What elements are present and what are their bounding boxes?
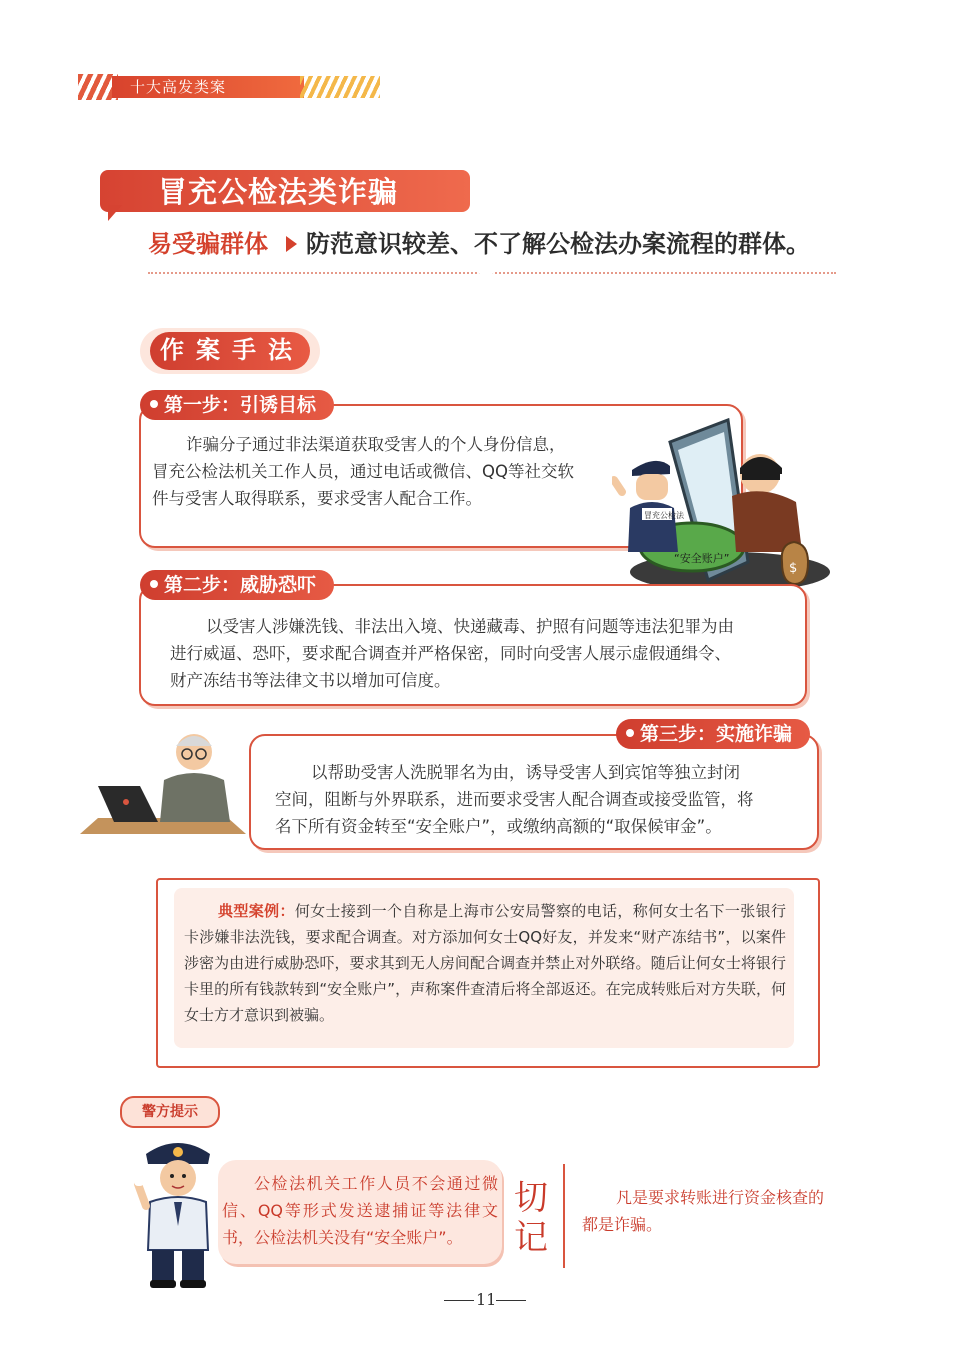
vulnerable-group-text: 防范意识较差、不了解公检法办案流程的群体。 xyxy=(306,230,810,258)
svg-text:“安全账户”: “安全账户” xyxy=(674,552,730,565)
tips-text-content: 公检法机关工作人员不会通过微信、QQ等形式发送逮捕证等法律文书，公检法机关没有“安全账户”。 xyxy=(222,1174,498,1247)
step-2-line: 以受害人涉嫌洗钱、非法出入境、快递藏毒、护照有问题等违法犯罪为由 xyxy=(206,617,734,636)
remember-text-content: 凡是要求转账进行资金核查的都是诈骗。 xyxy=(582,1188,825,1234)
vulnerable-group-label: 易受骗群体 xyxy=(148,230,268,258)
svg-text:冒充公检法: 冒充公检法 xyxy=(644,511,684,520)
step-3-tag: 第三步：实施诈骗 xyxy=(616,719,810,749)
page-title: 冒充公检法类诈骗 xyxy=(158,175,399,209)
fake-police-figure xyxy=(614,461,685,552)
header-tail-decoration xyxy=(300,76,380,98)
step-1-line: 冒充公检法机关工作人员，通过电话或微信、QQ等社交软 xyxy=(152,462,574,481)
step-2-line: 进行威逼、恐吓，要求配合调查并严格保密，同时向受害人展示虚假通缉令、 xyxy=(170,644,731,663)
step-3-line: 以帮助受害人洗脱罪名为由，诱导受害人到宾馆等独立封闭 xyxy=(311,763,740,782)
step-1-text xyxy=(152,431,622,512)
case-label: 典型案例： xyxy=(218,902,295,920)
remember-divider xyxy=(563,1164,565,1268)
elderly-man-laptop-illustration xyxy=(78,722,253,842)
methods-heading: 作案手法 xyxy=(160,336,304,364)
police-tips-tag: 警方提示 xyxy=(120,1096,220,1128)
step-2-tag: 第二步：威胁恐吓 xyxy=(140,570,334,600)
case-paragraph xyxy=(184,898,786,1028)
divider-notch xyxy=(478,272,494,282)
step-1-tag: 第一步：引诱目标 xyxy=(140,390,334,420)
dollar-bag-icon xyxy=(782,542,808,584)
police-officer-illustration xyxy=(132,1132,222,1292)
title-bubble-tail xyxy=(108,205,122,221)
laptop-icon xyxy=(98,786,158,822)
page-number-line-left xyxy=(444,1300,474,1301)
case-text: 何女士接到一个自称是上海市公安局警察的电话，称何女士名下一张银行卡涉嫌非法洗钱，要求配合调查。对方添加何女士QQ好友，并发来“财产冻结书”，以案件涉密为由进行威胁恐吓，要求其到无人房间配合调查并禁止对外联络。随后让何女士将银行卡里的所有钱款转到“安全账户”，声称案件查清后将全部返还。在完成转账后对方失联，何女士方才意识到被骗。 xyxy=(184,902,786,1024)
step-3-line: 名下所有资金转至“安全账户”，或缴纳高额的“取保候审金”。 xyxy=(275,817,722,836)
step-1-line: 件与受害人取得联系，要求受害人配合工作。 xyxy=(152,489,482,508)
step-1-line: 诈骗分子通过非法渠道获取受害人的个人身份信息， xyxy=(186,435,566,454)
scam-illustration xyxy=(612,412,842,602)
step-3-text xyxy=(275,759,805,840)
step-2-text xyxy=(170,613,790,694)
triangle-arrow-icon xyxy=(286,236,297,252)
step-2-line: 财产冻结书等法律文书以增加可信度。 xyxy=(170,671,451,690)
svg-text:$: $ xyxy=(789,561,798,576)
remember-heading: 切记 xyxy=(514,1178,548,1258)
page-number-line-right xyxy=(496,1300,526,1301)
elderly-man-figure xyxy=(160,734,230,822)
header-title: 十大高发类案 xyxy=(130,78,227,96)
thief-figure xyxy=(732,454,802,552)
step-3-line: 空间，阻断与外界联系，进而要求受害人配合调查或接受监管，将 xyxy=(275,790,754,809)
tips-text xyxy=(222,1170,498,1251)
page-number: 11 xyxy=(476,1290,497,1309)
remember-text xyxy=(582,1184,832,1238)
